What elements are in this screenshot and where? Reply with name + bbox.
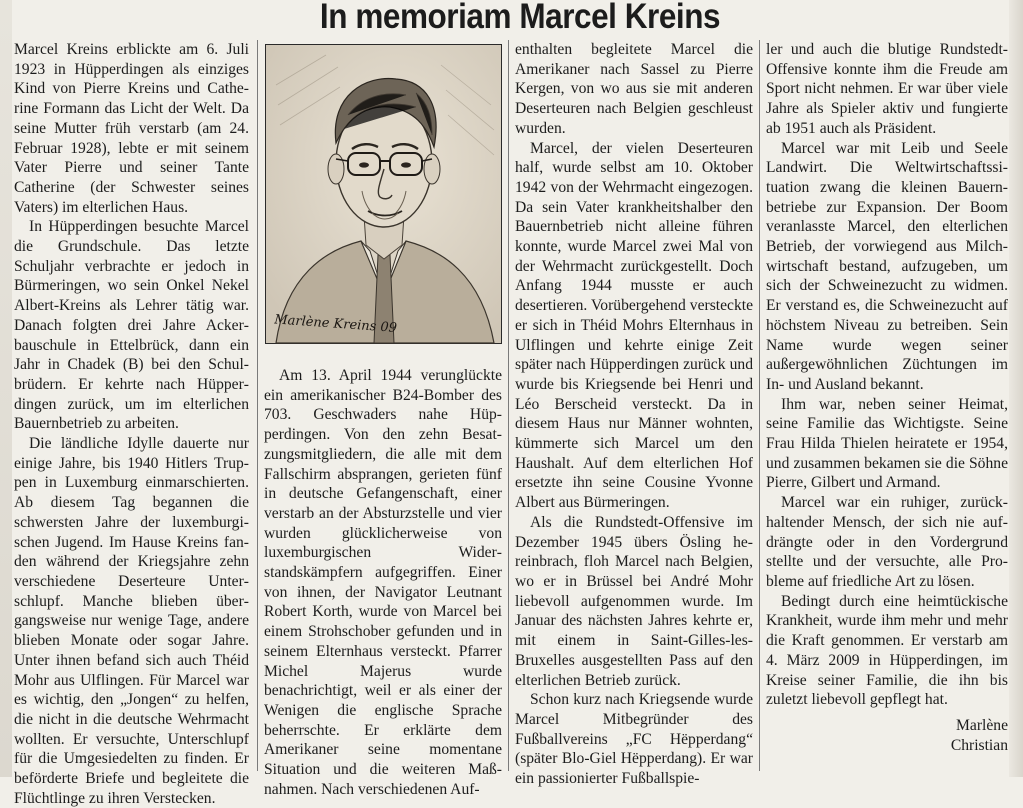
article-column-2 <box>264 366 502 798</box>
article-headline: In memoriam Marcel Kreins <box>319 0 721 36</box>
page-margin-left <box>0 0 12 777</box>
paragraph: In Hüpperdingen besuchte Marcel die Grundschule. Das letzte Schuljahr verbrachte er jedoch in Bürmeringen, wo sein Onkel Nekel Albert-Kreins als Lehrer tätig war. Danach folgten drei Jahre Ackerbauschule in Ettelbrück, dann ein Jahr in Chadek (B) bei den Schulbrüdern. Er kehrte nach Hüpperdingen zurück, um im elterlichen Bauernbetrieb zu arbeiten. <box>14 218 249 433</box>
paragraph: Ihm war, neben seiner Heimat, seine Familie das Wichtigste. Seine Frau Hilda Thielen heiratete er 1954, und zusammen bekamen sie die Söhne Pierre, Gilbert und Armand. <box>766 395 1008 492</box>
page-margin-right <box>1009 0 1023 777</box>
author-last-name: Christian <box>950 736 1008 754</box>
article-column-1 <box>14 40 249 807</box>
portrait-sketch <box>265 44 502 344</box>
paragraph: Die ländliche Idylle dauerte nur einige Jahre, bis 1940 Hitlers Truppen in Luxemburg einmarschierten. Ab diesem Tag begannen die schwersten Jahre der luxemburgischen Jugend. Im Hause Kreins fanden während der Kriegsjahre zehn verschiedene Deserteure Unterschlupf. Manche blieben übergangsweise nur wenige Tage, andere blieben Monate oder sogar Jahre. Unter ihnen befand sich auch Théid Mohr aus Ulflingen. Für Marcel war es wichtig, den „Jongen“ zu helfen, die nicht in die deutsche Wehrmacht wollten. Er versuchte, Unterschlupf für die Umgesiedelten zu finden. Er beförderte Briefe und begleitete die Flüchtlinge zu ihren Verstecken. <box>14 435 249 807</box>
paragraph: Marcel war mit Leib und Seele Landwirt. Die Weltwirtschaftssituation zwang die kleinen Bauernbetriebe zur Expansion. Der Boom veranlasste Marcel, den elterlichen Betrieb, der vorwiegend aus Milchwirtschaft bestand, aufzugeben, um sich der Schweinezucht zu widmen. Er verstand es, die Schweinezucht auf höchstem Niveau zu betreiben. Sein Name wurde wegen seiner außergewöhnlichen Züchtungen im In- und Ausland bekannt. <box>766 139 1008 393</box>
paragraph: Marcel war ein ruhiger, zurückhaltender Mensch, der sich nie aufdrängte oder in den Vordergrund stellte und der versuchte, alle Probleme auf friedliche Art zu lösen. <box>766 494 1008 590</box>
column-divider <box>257 40 258 771</box>
paragraph: Marcel Kreins erblickte am 6. Juli 1923 in Hüpperdingen als einziges Kind von Pierre Kreins und Catherine Formann das Licht der Welt. Da seine Mutter früh verstarb (am 24. Februar 1928), lebte er mit seinem Vater Pierre und seiner Tante Catherine (der Schwester seines Vaters) im elterlichen Haus. <box>14 41 249 216</box>
article-column-4 <box>766 40 1008 771</box>
paragraph: ler und auch die blutige Rundstedt-Offensive konnte ihm die Freude am Sport nicht nehmen. Er war über viele Jahre als Spieler aktiv und fungierte ab 1951 auch als Präsident. <box>766 41 1008 137</box>
column-divider <box>759 40 760 771</box>
paragraph: Am 13. April 1944 verunglückte ein amerikanischer B24-Bomber des 703. Geschwaders nahe Hüpperdingen. Von den zehn Besatzungsmitgliedern, die alle mit dem Fallschirm absprangen, gerieten fünf in deutsche Gefangenschaft, einer verstarb an der Absturzstelle und vier wurden glücklicherweise von luxemburgischen Widerstandskämpfern aufgegriffen. Einer von ihnen, der Navigator Leutnant Robert Korth, wurde von Marcel bei einem Strohschober gefunden und in seinem Elternhaus versteckt. Pfarrer Michel Majerus wurde benachrichtigt, weil er als einer der Wenigen die englische Sprache beherrschte. Er erklärte dem Amerikaner seine momentane Situation und die weiteren Maßnahmen. Nach verschiedenen Auf- <box>264 367 502 798</box>
paragraph: enthalten begleitete Marcel die Amerikaner nach Sassel zu Pierre Kergen, von wo aus sie mit anderen Deserteuren nach Belgien geschleust wurden. <box>515 41 753 137</box>
author-byline <box>766 716 1008 755</box>
author-first-name: Marlène <box>956 716 1008 734</box>
paragraph: Marcel, der vielen Deserteuren half, wurde selbst am 10. Oktober 1942 von der Wehrmacht eingezogen. Da sein Vater krankheitshalber den Bauernbetrieb nicht alleine führen konnte, wurde Marcel zwei Mal von der Wehrmacht zurückgestellt. Doch Anfang 1944 musste er auch desertieren. Vorübergehend versteckte er sich in Théid Mohrs Elternhaus in Ulflingen und kehrte einige Zeit später nach Hüpperdingen zurück und wurde bis Kriegsende bei Henri und Léo Berscheid versteckt. Da in diesem Haus nur Männer wohnten, kümmerte sich Marcel um den Haushalt. Auf dem elterlichen Hof ersetzte ihn seine Cousine Yvonne Albert aus Bürmeringen. <box>515 139 753 512</box>
paragraph: Bedingt durch eine heimtückische Krankheit, wurde ihm mehr und mehr die Kraft genommen. Er verstarb am 4. März 2009 in Hüpperdingen, im Kreise seiner Familie, die ihn bis zuletzt liebevoll gepflegt hat. <box>766 592 1008 709</box>
paragraph: Als die Rundstedt-Offensive im Dezember 1945 übers Ösling hereinbrach, floh Marcel nach Belgien, wo er in Brüssel bei André Mohr liebevoll aufgenommen wurde. Im Januar des nächsten Jahres kehrte er, mit einem in Saint-Gilles-les-Bruxelles ausgestellten Pass auf den elterlichen Betrieb zurück. <box>515 513 753 689</box>
paragraph: Schon kurz nach Kriegsende wurde Marcel Mitbegründer des Fußballvereins „FC Hëpperdang“ (später Blo-Giel Hëpperdang). Er war ein passionierter Fußballspie- <box>515 691 753 788</box>
sketched-portrait-icon <box>266 45 501 343</box>
column-divider <box>508 40 509 771</box>
article-column-3 <box>515 40 753 788</box>
artist-signature: Marlène Kreins 09 <box>273 312 398 336</box>
